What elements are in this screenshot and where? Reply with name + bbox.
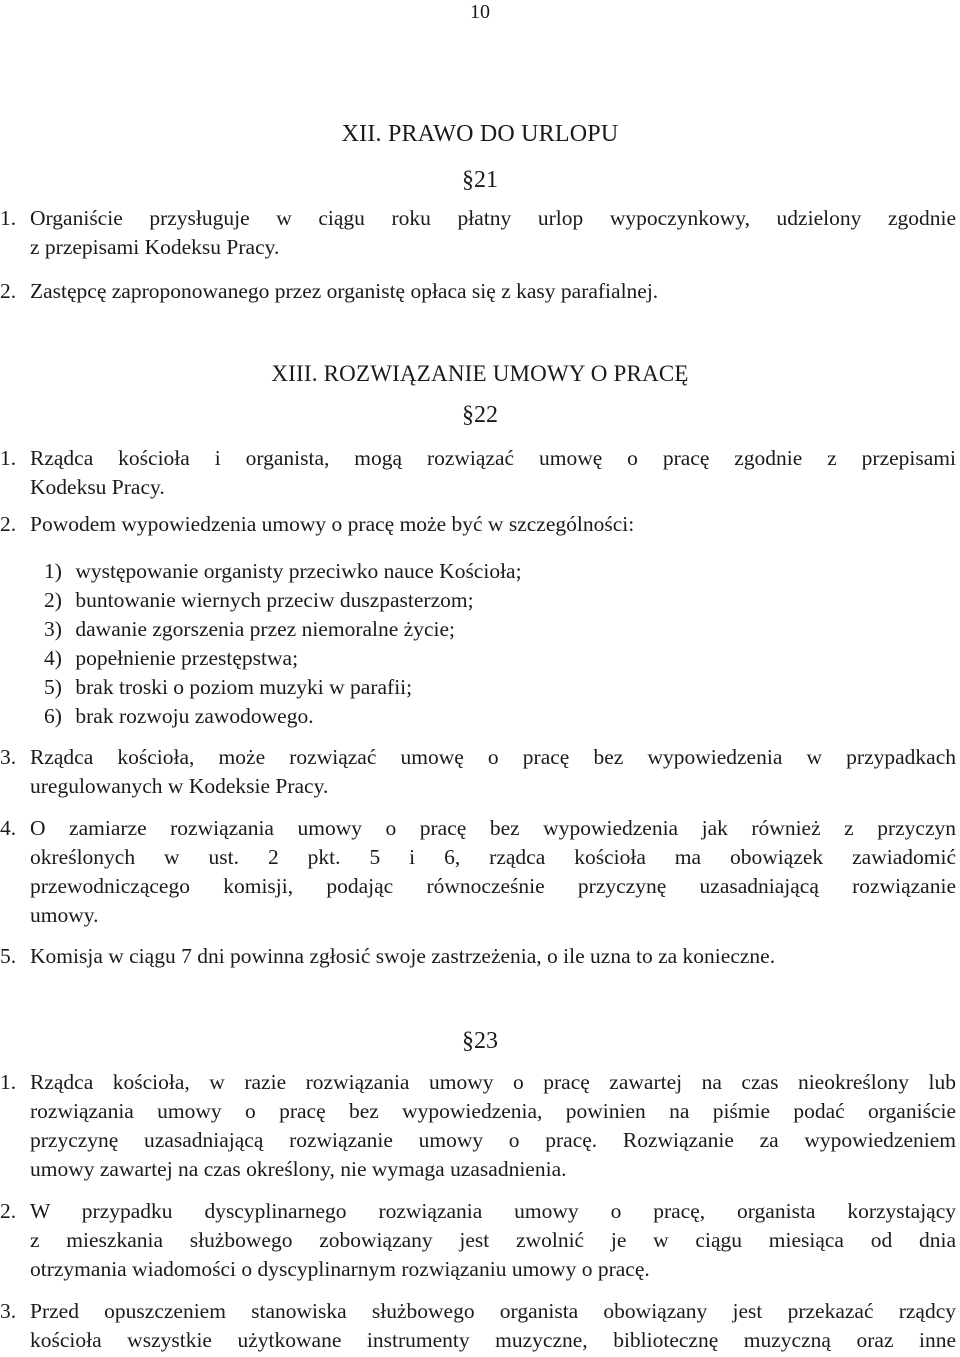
item-text: Zastępcę zaproponowanego przez organistę opłaca się z kasy parafialnej. [30,279,659,303]
item-text-cont: przyczynę uzasadniającą rozwiązanie umowy o pracę. Rozwiązanie za wypowiedzeniem [30,1128,956,1152]
section-21-sign: §21 [462,167,498,193]
item-number: 2. [0,512,17,536]
item-text: Powodem wypowiedzenia umowy o pracę może być w szczególności: [30,512,635,536]
item-number: 3. [0,1299,17,1323]
reason-text: dawanie zgorszenia przez niemoralne życie; [75,617,455,641]
item-number: 1. [0,206,17,230]
item-text-cont: umowy zawartej na czas określony, nie wymaga uzasadnienia. [30,1157,567,1181]
reason-number: 3) [44,617,62,641]
item-text-cont: z mieszkania służbowego zobowiązany jest zwolnić je w ciągu miesiąca od dnia [30,1228,956,1252]
reason-text: buntowanie wiernych przeciw duszpasterzom; [75,588,474,612]
item-number: 1. [0,446,17,470]
page-number: 10 [470,1,490,23]
item-text-cont: umowy. [30,903,99,927]
item-number: 2. [0,279,17,303]
chapter-xiii-title: XIII. ROZWIĄZANIE UMOWY O PRACĘ [271,361,689,386]
item-text-cont: kościoła wszystkie użytkowane instrumenty muzyczne, bibliotecznę muzyczną oraz inne [30,1328,956,1352]
item-text: Rządca kościoła i organista, mogą rozwiązać umowę o pracę zgodnie z przepisami [30,446,956,470]
reason-number: 6) [44,704,62,728]
chapter-xii-title: XII. PRAWO DO URLOPU [341,121,619,147]
reason-item [44,586,944,615]
reason-text: występowanie organisty przeciwko nauce Kościoła; [75,559,522,583]
item-text: Rządca kościoła, w razie rozwiązania umowy o pracę zawartej na czas nieokreślony lub [30,1070,956,1094]
reason-text: popełnienie przestępstwa; [75,646,299,670]
reason-item [44,615,944,644]
item-text: O zamiarze rozwiązania umowy o pracę bez wypowiedzenia jak również z przyczyn [30,816,956,840]
reason-number: 5) [44,675,62,699]
xiii-item-3 [0,743,956,801]
item-number: 2. [0,1199,17,1223]
reason-item [44,673,944,702]
item-text: Organiście przysługuje w ciągu roku płatny urlop wypoczynkowy, udzielony zgodnie [30,206,956,230]
xii-item-2 [0,277,956,306]
item-text-cont: przewodniczącego komisji, podając równocześnie przyczynę uzasadniającą rozwiązanie [30,874,956,898]
item-text: Przed opuszczeniem stanowiska służbowego organista obowiązany jest przekazać rządcy [30,1299,956,1323]
item-text-cont: otrzymania wiadomości o dyscyplinarnym rozwiązaniu umowy o pracę. [30,1257,650,1281]
item-number: 1. [0,1070,17,1094]
item-text: W przypadku dyscyplinarnego rozwiązania umowy o pracę, organista korzystający [30,1199,956,1223]
xiii-item-5 [0,942,956,971]
xiii-item-4 [0,814,956,930]
xiii-item-1 [0,444,956,502]
reason-number: 4) [44,646,62,670]
item-text: Rządca kościoła, może rozwiązać umowę o pracę bez wypowiedzenia w przypadkach [30,745,956,769]
item-text-cont: z przepisami Kodeksu Pracy. [30,235,280,259]
s23-item-2 [0,1197,956,1284]
item-number: 5. [0,944,17,968]
xii-item-1 [0,204,956,262]
section-23-sign: §23 [462,1028,498,1054]
reason-number: 2) [44,588,62,612]
item-text: Komisja w ciągu 7 dni powinna zgłosić swoje zastrzeżenia, o ile uzna to za konieczne. [30,944,776,968]
s23-item-3 [0,1297,956,1355]
item-text-cont: określonych w ust. 2 pkt. 5 i 6, rządca kościoła ma obowiązek zawiadomić [30,845,956,869]
section-22-sign: §22 [462,402,498,428]
reason-number: 1) [44,559,62,583]
xiii-item-2 [0,510,956,539]
reason-text: brak troski o poziom muzyki w parafii; [75,675,413,699]
item-number: 3. [0,745,17,769]
reason-item [44,702,944,731]
item-number: 4. [0,816,17,840]
s23-item-1 [0,1068,956,1184]
item-text-cont: uregulowanych w Kodeksie Pracy. [30,774,329,798]
reason-item [44,557,944,586]
reason-item [44,644,944,673]
item-text-cont: Kodeksu Pracy. [30,475,165,499]
item-text-cont: rozwiązania umowy o pracę bez wypowiedzenia, powinien na piśmie podać organiście [30,1099,956,1123]
reason-text: brak rozwoju zawodowego. [75,704,314,728]
